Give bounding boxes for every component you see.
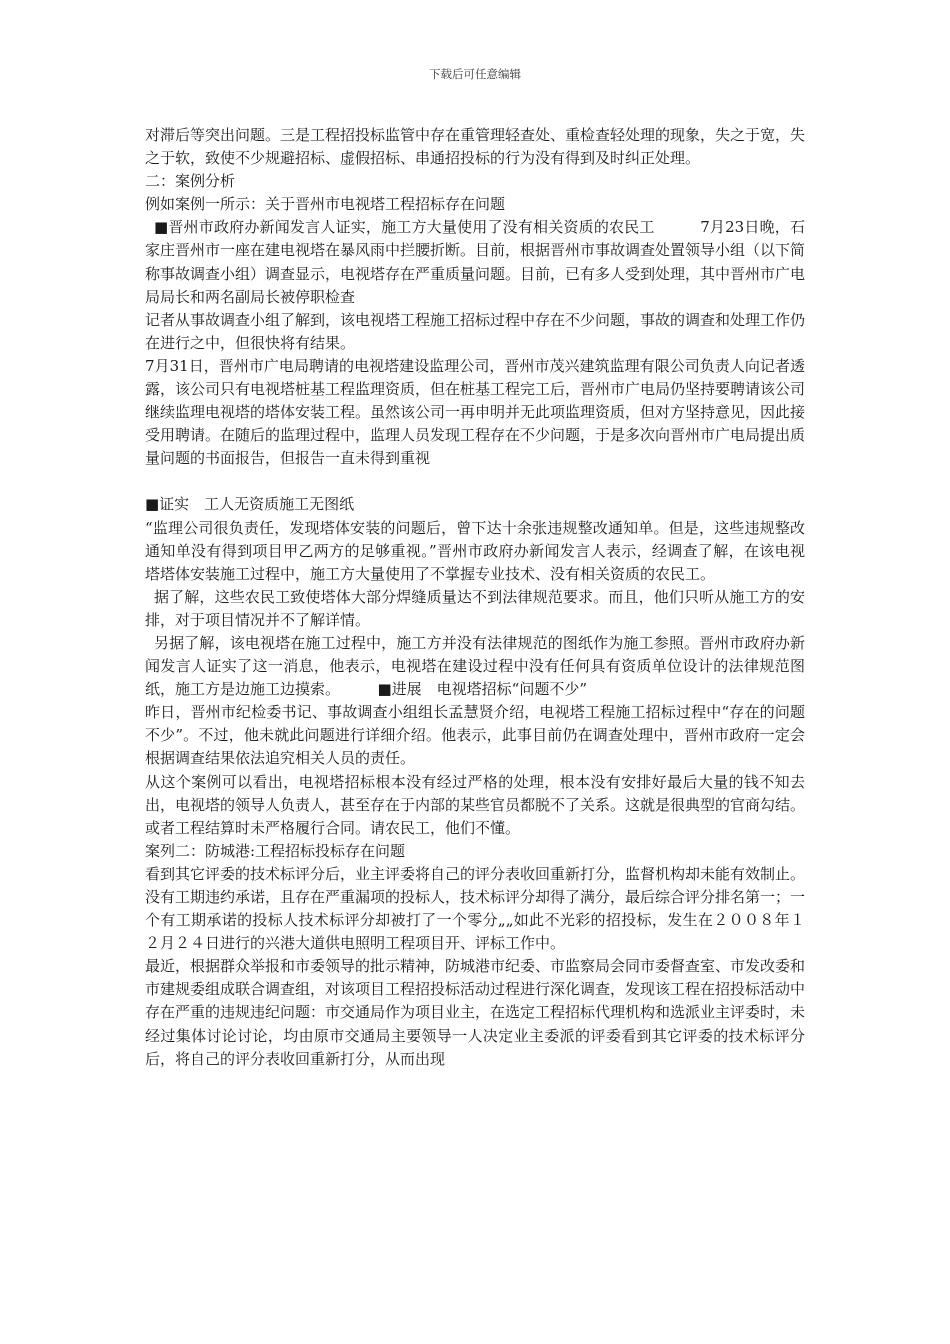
case-title: 例如案例一所示：关于晋州市电视塔工程招标存在问题 <box>145 195 506 214</box>
subheading: ■证实 工人无资质施工无图纸 <box>145 495 355 514</box>
paragraph: 从这个案例可以看出，电视塔招标根本没有经过严格的处理，根本没有安排好最后大量的钱不知去出，电视塔的领导人负责人，甚至存在于内部的某些官员都脱不了关系。这就是很典型的官商勾结。或者工程结算时未严格履行合同。请农民工，他们不懂。 <box>145 772 806 837</box>
paragraph: 另据了解，该电视塔在施工过程中，施工方并没有法律规范的图纸作为施工参照。晋州市政府办新闻发言人证实了这一消息，他表示，电视塔在建设过程中没有任何具有资质单位设计的法律规范图纸，施工方是边施工边摸索。 ■进展 电视塔招标“问题不少” <box>145 633 805 699</box>
document-body <box>145 124 805 1071</box>
paragraph: ■晋州市政府办新闻发言人证实，施工方大量使用了没有相关资质的农民工 7月23日晚，石家庄晋州市一座在建电视塔在暴风雨中拦腰折断。目前，根据晋州市事故调查处置领导小组（以下简称事故调查小组）调查显示，电视塔存在严重质量问题。目前，已有多人受到处理，其中晋州市广电局局长和两名副局长被停职检查 <box>145 218 806 306</box>
paragraph: 看到其它评委的技术标评分后，业主评委将自己的评分表收回重新打分，监督机构却未能有效制止。没有工期违约承诺，且存在严重漏项的投标人，技术标评分却得了满分，最后综合评分排名第一；一个有工期承诺的投标人技术标评分却被打了一个零分„„如此不光彩的招投标，发生在２００８年１２月２４日进行的兴港大道供电照明工程项目开、评标工作中。 <box>145 864 806 953</box>
paragraph: 昨日，晋州市纪检委书记、事故调查小组组长孟慧贤介绍，电视塔工程施工招标过程中“存在的问题不少”。不过，他未就此问题进行详细介绍。他表示，此事目前仍在调查处理中，晋州市政府一定会根据调查结果依法追究相关人员的责任。 <box>145 703 805 768</box>
paragraph: 据了解，这些农民工致使塔体大部分焊缝质量达不到法律规范要求。而且，他们只听从施工方的安排，对于项目情况并不了解详情。 <box>145 587 805 629</box>
paragraph: 对滞后等突出问题。三是工程招投标监管中存在重管理轻查处、重检查轻处理的现象，失之于宽，失之于软，致使不少规避招标、虚假招标、串通招投标的行为没有得到及时纠正处理。 <box>145 126 806 168</box>
blank-line <box>145 470 805 493</box>
section-heading: 二：案例分析 <box>145 172 236 191</box>
case-title: 案列二：防城港:工程招标投标存在问题 <box>145 841 406 860</box>
paragraph: “监理公司很负责任，发现塔体安装的问题后，曾下达十余张违规整改通知单。但是，这些违规整改通知单没有得到项目甲乙两方的足够重视。”晋州市政府办新闻发言人表示，经调查了解，在该电视塔塔体安装施工过程中，施工方大量使用了不掌握专业技术、没有相关资质的农民工。 <box>145 518 805 583</box>
page-header: 下载后可任意编辑 <box>429 67 521 81</box>
paragraph: 记者从事故调查小组了解到，该电视塔工程施工招标过程中存在不少问题，事故的调查和处理工作仍在进行之中，但很快将有结果。 <box>145 310 806 352</box>
paragraph: 7月31日，晋州市广电局聘请的电视塔建设监理公司，晋州市茂兴建筑监理有限公司负责人向记者透露，该公司只有电视塔桩基工程监理资质，但在桩基工程完工后，晋州市广电局仍坚持要聘请该公司继续监理电视塔的塔体安装工程。虽然该公司一再申明并无此项监理资质，但对方坚持意见，因此接受用聘请。在随后的监理过程中，监理人员发现工程存在不少问题，于是多次向晋州市广电局提出质量问题的书面报告，但报告一直未得到重视 <box>145 356 806 468</box>
paragraph: 最近，根据群众举报和市委领导的批示精神，防城港市纪委、市监察局会同市委督查室、市发改委和市建规委组成联合调查组，对该项目工程招投标活动过程进行深化调查，发现该工程在招投标活动中存在严重的违规违纪问题：市交通局作为项目业主，在选定工程招标代理机构和选派业主评委时，未经过集体讨论讨论，均由原市交通局主要领导一人决定业主委派的评委看到其它评委的技术标评分后，将自己的评分表收回重新打分，从而出现 <box>145 957 806 1068</box>
